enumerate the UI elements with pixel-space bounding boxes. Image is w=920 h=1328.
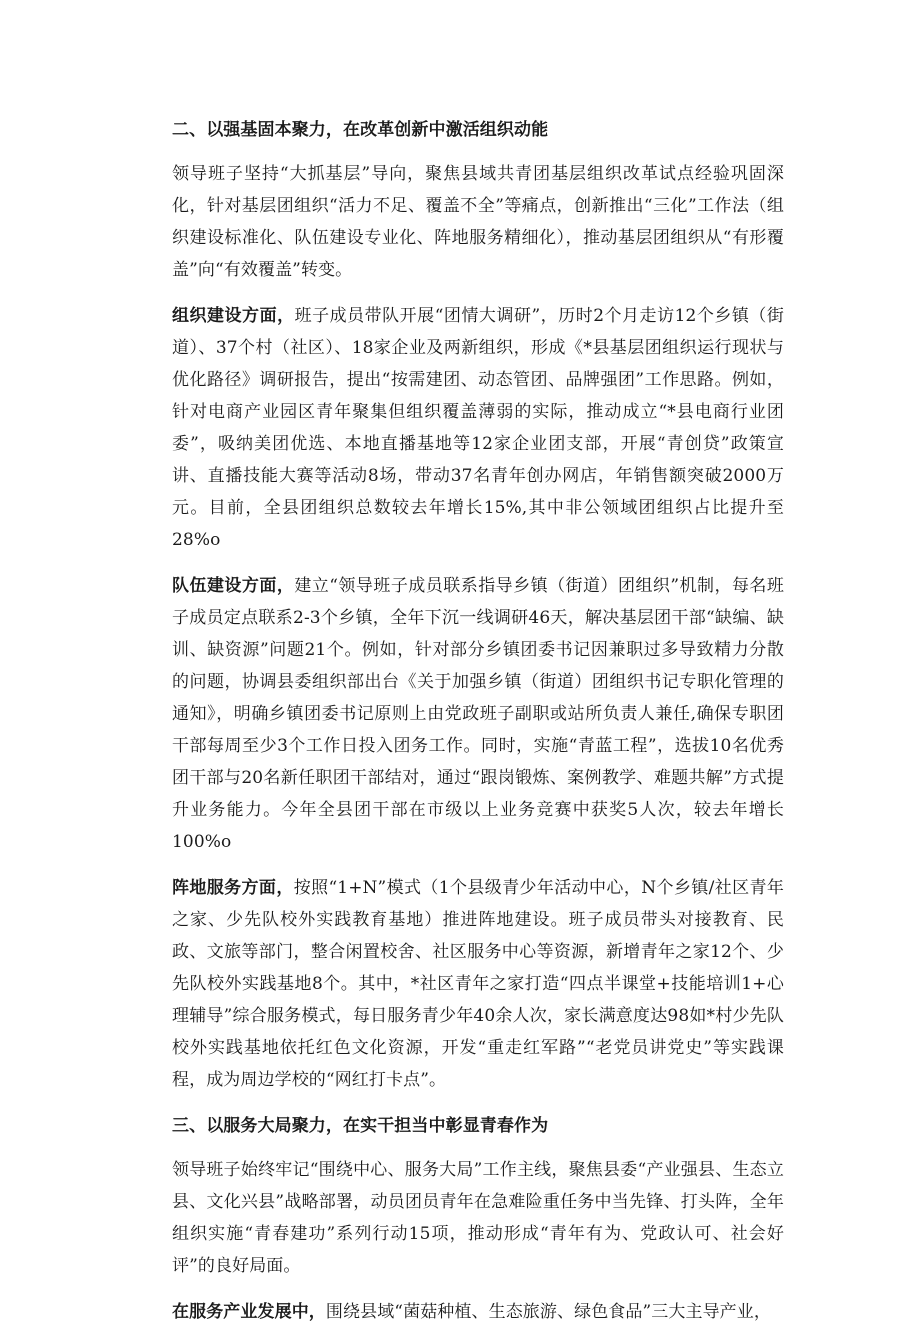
paragraph-organization xyxy=(172,300,784,556)
paragraph-lead: 组织建设方面， xyxy=(172,306,295,326)
paragraph-text: 围绕县域“菌菇种植、生态旅游、绿色食品”三大主导产业， xyxy=(325,1302,771,1322)
paragraph-text: 班子成员带队开展“团情大调研”，历时2个月走访12个乡镇（街道）、37个村（社区）、18家企业及两新组织，形成《*县基层团组织运行现状与优化路径》调研报告，提出“按需建团、动态管团、品牌强团”工作思路。例如，针对电商产业园区青年聚集但组织覆盖薄弱的实际，推动成立“*县电商行业团委”，吸纳美团优选、本地直播基地等12家企业团支部，开展“青创贷”政策宣讲、直播技能大赛等活动8场，带动37名青年创办网店，年销售额突破2000万元。目前，全县团组织总数较去年增长15%,其中非公领域团组织占比提升至28%o xyxy=(172,306,784,550)
section-heading-2: 二、以强基固本聚力，在改革创新中激活组织动能 xyxy=(172,120,549,140)
paragraph-text: 领导班子始终牢记“围绕中心、服务大局”工作主线，聚焦县委“产业强县、生态立县、文化兴县”战略部署，动员团员青年在急难险重任务中当先锋、打头阵，全年组织实施“青春建功”系列行动15项，推动形成“青年有为、党政认可、社会好评”的良好局面。 xyxy=(172,1160,784,1276)
paragraph-intro-2 xyxy=(172,158,784,286)
paragraph-lead: 在服务产业发展中， xyxy=(172,1302,326,1322)
paragraph-text: 按照“1+N”模式（1个县级青少年活动中心，N个乡镇/社区青年之家、少先队校外实践教育基地）推进阵地建设。班子成员带头对接教育、民政、文旅等部门，整合闲置校舍、社区服务中心等资源，新增青年之家12个、少先队校外实践基地8个。其中，*社区青年之家打造“四点半课堂+技能培训1+心理辅导”综合服务模式，每日服务青少年40余人次，家长满意度达98如*村少先队校外实践基地依托红色文化资源，开发“重走红军路”“老党员讲党史”等实践课程，成为周边学校的“网红打卡点”。 xyxy=(172,878,785,1090)
paragraph-lead: 队伍建设方面， xyxy=(172,576,295,596)
paragraph-intro-3 xyxy=(172,1154,784,1282)
document-body xyxy=(172,114,784,1328)
paragraph-lead: 阵地服务方面， xyxy=(172,878,294,898)
paragraph-team xyxy=(172,570,784,858)
paragraph-text: 建立“领导班子成员联系指导乡镇（街道）团组织”机制，每名班子成员定点联系2-3个乡镇，全年下沉一线调研46天，解决基层团干部“缺编、缺训、缺资源”问题21个。例如，针对部分乡镇团委书记因兼职过多导致精力分散的问题，协调县委组织部出台《关于加强乡镇（街道）团组织书记专职化管理的通知》，明确乡镇团委书记原则上由党政班子副职或站所负责人兼任,确保专职团干部每周至少3个工作日投入团务工作。同时，实施“青蓝工程”，选拔10名优秀团干部与20名新任职团干部结对，通过“跟岗锻炼、案例教学、难题共解”方式提升业务能力。今年全县团干部在市级以上业务竞赛中获奖5人次，较去年增长100%o xyxy=(172,576,785,852)
section-heading-3: 三、以服务大局聚力，在实干担当中彰显青春作为 xyxy=(172,1116,549,1136)
paragraph-text: 领导班子坚持“大抓基层”导向，聚焦县域共青团基层组织改革试点经验巩固深化，针对基层团组织“活力不足、覆盖不全”等痛点，创新推出“三化”工作法（组织建设标准化、队伍建设专业化、阵地服务精细化），推动基层团组织从“有形覆盖”向“有效覆盖”转变。 xyxy=(172,164,784,280)
paragraph-venue xyxy=(172,872,784,1096)
